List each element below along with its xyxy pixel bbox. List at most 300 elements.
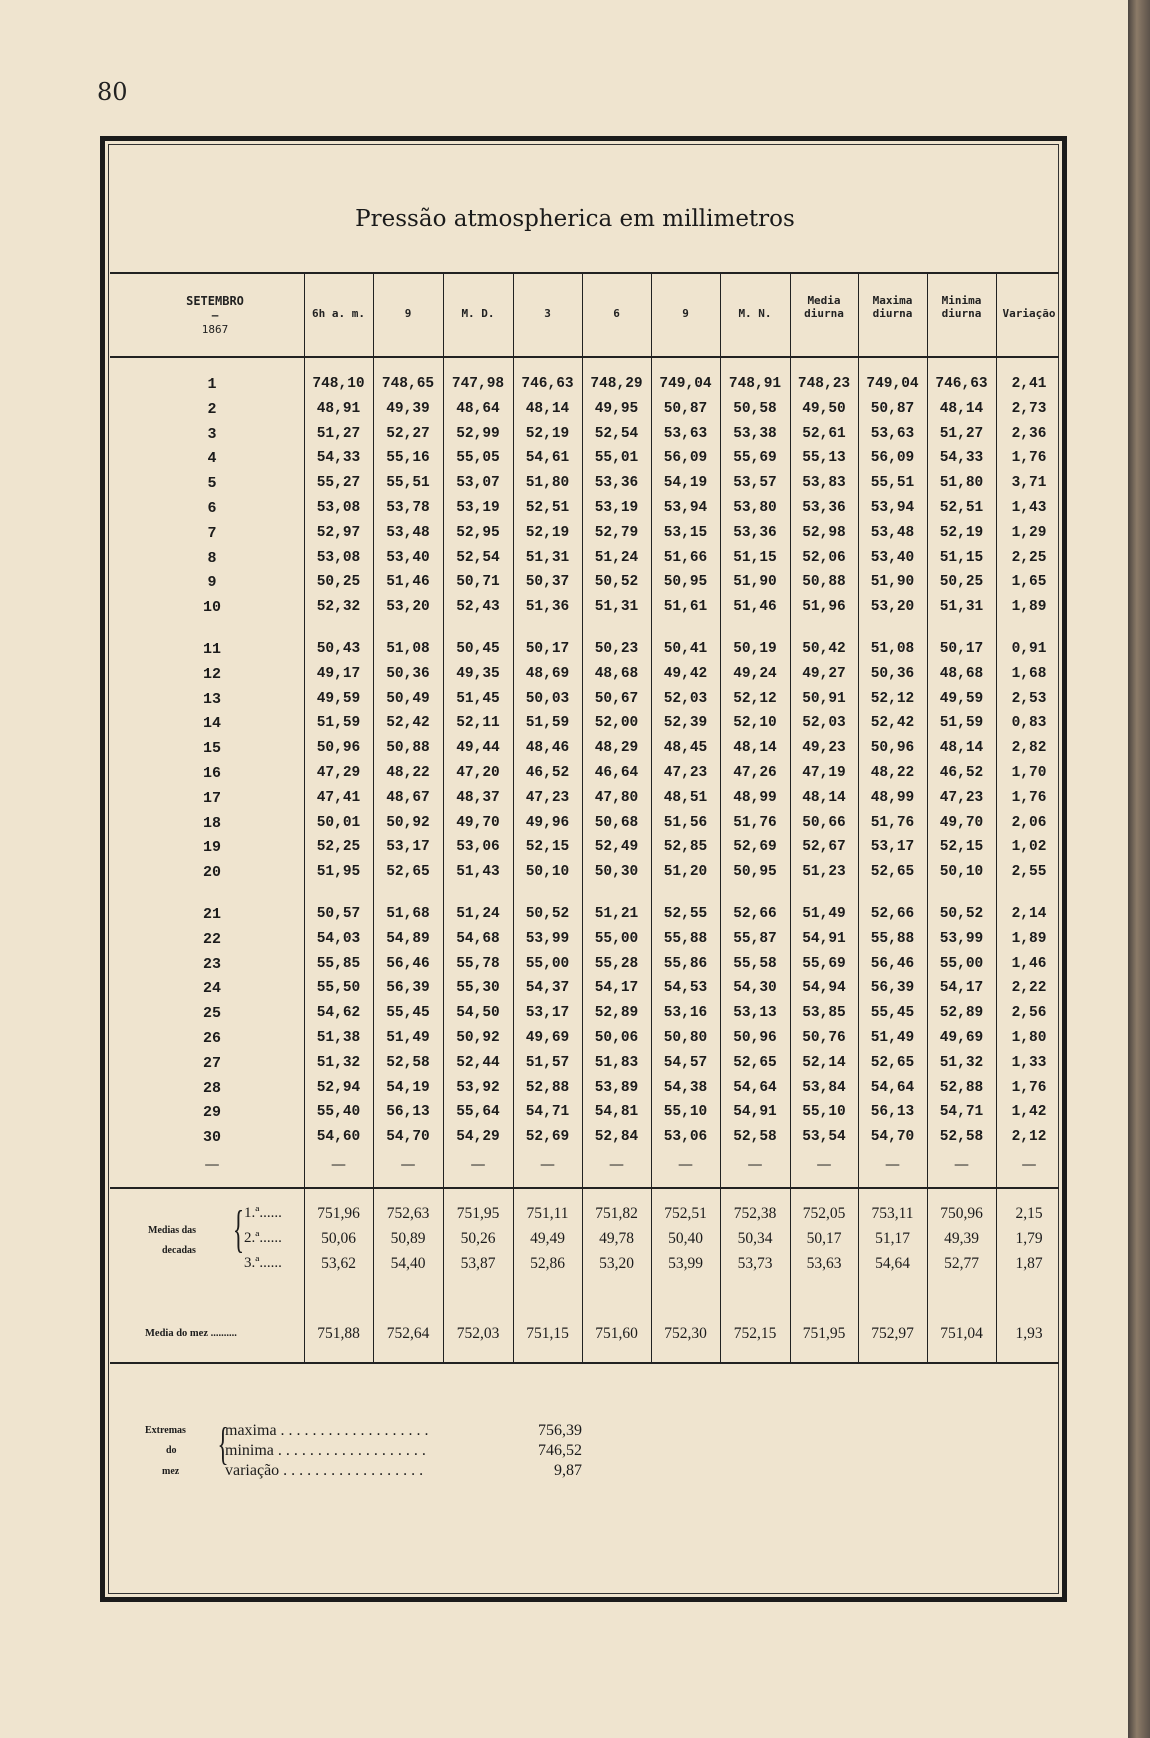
data-cell: 1,76 <box>1011 1079 1047 1096</box>
column-header: 3 <box>544 307 551 320</box>
data-cell: 50,52 <box>939 906 984 922</box>
rule-header-bottom <box>110 356 1059 358</box>
data-cell: 50,96 <box>733 1030 777 1046</box>
data-cell: 52,44 <box>456 1054 500 1071</box>
column-header <box>790 294 858 320</box>
data-cell: 2,82 <box>1011 740 1047 757</box>
column-header: 6h a. m. <box>312 307 365 320</box>
data-cell: 54,37 <box>525 980 570 997</box>
data-cell: 52,58 <box>939 1129 984 1146</box>
data-cell: 50,36 <box>386 665 430 682</box>
data-cell: 52,69 <box>733 839 777 856</box>
data-cell: 50,42 <box>802 641 846 657</box>
decade-cell: 51,17 <box>875 1230 910 1247</box>
data-cell: 51,96 <box>802 599 846 616</box>
header-year: 1867 <box>201 323 229 336</box>
data-cell: 50,30 <box>594 864 639 881</box>
data-cell: 50,52 <box>525 906 570 922</box>
data-cell: 51,27 <box>316 425 361 442</box>
column-header: M. D. <box>461 307 495 320</box>
decade-cell: 50,17 <box>806 1230 842 1247</box>
extremes-row-value: 756,39 <box>538 1422 582 1439</box>
data-cell: 49,95 <box>594 400 639 417</box>
dash-cell: — <box>954 1155 969 1173</box>
data-cell: 2,12 <box>1011 1129 1047 1146</box>
data-cell: 56,13 <box>870 1104 915 1121</box>
data-cell: 2,36 <box>1011 425 1047 442</box>
day-number: 26 <box>202 1030 221 1047</box>
decade-cell: 49,78 <box>599 1230 634 1247</box>
data-cell: 52,12 <box>870 690 915 707</box>
data-cell: 48,14 <box>525 400 570 417</box>
day-number: 13 <box>202 690 221 708</box>
data-cell: 1,76 <box>1011 450 1047 467</box>
data-cell: 48,51 <box>663 789 708 806</box>
data-cell: 53,63 <box>663 425 708 442</box>
data-cell: 52,66 <box>733 906 777 922</box>
data-cell: 54,19 <box>663 475 708 492</box>
data-cell: 51,59 <box>939 715 984 732</box>
data-cell: 51,32 <box>316 1054 361 1071</box>
data-cell: 55,88 <box>870 930 915 947</box>
data-cell: 1,46 <box>1011 955 1047 972</box>
data-cell: 55,01 <box>594 450 639 467</box>
extremes-label-3: mez <box>162 1466 180 1477</box>
data-cell: 51,61 <box>663 599 708 616</box>
data-cell: 50,76 <box>802 1030 846 1046</box>
data-cell: 52,19 <box>939 524 984 541</box>
column-header: M. N. <box>738 307 772 320</box>
data-cell: 49,69 <box>525 1030 570 1046</box>
page-edge <box>1128 0 1150 1738</box>
data-cell: 53,16 <box>663 1005 708 1022</box>
data-cell: 748,10 <box>312 376 365 392</box>
data-cell: 55,69 <box>802 955 846 972</box>
decade-label: 1.ª...... <box>244 1205 282 1221</box>
column-header-line: Maxima <box>872 294 913 307</box>
data-cell: 50,87 <box>663 400 708 417</box>
data-cell: 48,46 <box>525 740 570 757</box>
data-cell: 52,65 <box>870 1054 915 1071</box>
data-cell: 52,19 <box>525 425 570 442</box>
data-cell: 1,33 <box>1011 1054 1047 1071</box>
data-cell: 55,00 <box>594 930 639 947</box>
data-cell: 52,89 <box>594 1005 639 1022</box>
data-cell: 52,51 <box>939 500 984 516</box>
data-cell: 2,22 <box>1011 980 1047 997</box>
data-cell: 50,52 <box>594 574 639 591</box>
day-number: 25 <box>202 1005 221 1023</box>
data-cell: 51,15 <box>939 549 984 566</box>
data-cell: 51,80 <box>939 475 984 492</box>
data-cell: 55,87 <box>733 930 777 947</box>
data-cell: 50,10 <box>525 864 570 881</box>
data-cell: 53,19 <box>594 500 639 516</box>
month-mean-cell: 751,88 <box>317 1325 360 1342</box>
day-number: 5 <box>207 475 217 493</box>
day-number: 8 <box>207 549 217 567</box>
data-cell: 51,80 <box>525 475 570 492</box>
data-cell: 51,76 <box>733 814 777 831</box>
data-cell: 53,07 <box>456 475 500 492</box>
data-cell: 50,57 <box>316 906 361 922</box>
data-cell: 50,66 <box>802 814 846 831</box>
day-number: 2 <box>207 400 217 418</box>
data-cell: 55,64 <box>456 1104 500 1121</box>
data-cell: 51,49 <box>386 1030 430 1046</box>
month-mean-cell: 751,95 <box>802 1325 846 1342</box>
data-cell: 53,94 <box>870 500 915 516</box>
data-cell: 50,19 <box>733 641 777 657</box>
dash-cell: — <box>747 1155 763 1173</box>
data-cell: 54,03 <box>316 930 361 947</box>
data-cell: 51,15 <box>733 549 777 566</box>
data-cell: 54,33 <box>316 450 361 467</box>
data-cell: 55,30 <box>456 980 500 997</box>
decade-cell: 751,82 <box>595 1205 638 1222</box>
decade-cell: 750,96 <box>940 1205 983 1222</box>
data-cell: 51,08 <box>870 641 915 657</box>
day-number: 14 <box>202 715 221 733</box>
data-cell: 52,43 <box>456 599 500 616</box>
data-cell: 48,22 <box>870 765 915 781</box>
data-cell: 52,42 <box>386 715 430 732</box>
data-cell: 55,27 <box>316 475 361 492</box>
data-cell: 748,91 <box>728 376 782 392</box>
data-cell: 53,48 <box>870 524 915 541</box>
day-number: 9 <box>207 574 217 592</box>
day-number: 3 <box>207 425 217 443</box>
data-cell: 748,23 <box>797 376 851 392</box>
dash-cell: — <box>400 1155 416 1173</box>
data-cell: 52,69 <box>525 1129 570 1146</box>
extremes-row-value: 9,87 <box>554 1462 582 1479</box>
data-cell: 52,99 <box>456 425 500 442</box>
decades-label-1: Medias das <box>148 1225 197 1236</box>
data-cell: 48,14 <box>939 740 984 757</box>
data-cell: 55,45 <box>870 1005 915 1022</box>
rule-decades-top <box>110 1187 1059 1189</box>
data-cell: 1,89 <box>1011 930 1047 947</box>
data-cell: 50,71 <box>456 574 500 591</box>
data-cell: 56,39 <box>870 980 915 997</box>
data-cell: 49,27 <box>802 665 846 682</box>
data-cell: 52,39 <box>663 715 708 732</box>
data-cell: 50,91 <box>802 690 846 707</box>
data-cell: 55,78 <box>456 955 500 972</box>
decade-cell: 1,79 <box>1015 1230 1043 1247</box>
data-cell: 51,95 <box>316 864 361 881</box>
data-cell: 53,48 <box>386 524 430 541</box>
table-title: Pressão atmospherica em millimetros <box>355 206 795 232</box>
data-cell: 52,89 <box>939 1005 984 1022</box>
data-cell: 47,20 <box>456 765 500 781</box>
data-cell: 55,05 <box>456 450 500 467</box>
dash-cell: — <box>204 1155 220 1173</box>
data-cell: 52,00 <box>594 715 639 732</box>
decade-cell: 53,62 <box>321 1255 356 1272</box>
month-mean-cell: 751,60 <box>595 1325 638 1342</box>
data-cell: 46,52 <box>525 765 570 781</box>
data-cell: 746,63 <box>521 376 574 392</box>
data-cell: 50,49 <box>386 690 430 707</box>
decade-label: 2.ª...... <box>244 1230 282 1246</box>
data-cell: 51,31 <box>525 549 570 566</box>
data-cell: 51,43 <box>456 864 500 881</box>
data-cell: 56,09 <box>663 450 708 467</box>
data-cell: 55,40 <box>316 1104 361 1121</box>
day-number: 7 <box>207 524 217 542</box>
data-cell: 52,32 <box>316 599 361 616</box>
data-cell: 52,65 <box>870 864 915 881</box>
data-cell: 47,23 <box>525 789 570 806</box>
data-cell: 1,42 <box>1011 1104 1047 1121</box>
data-cell: 52,95 <box>456 524 500 541</box>
data-cell: 52,12 <box>733 690 777 707</box>
data-cell: 53,08 <box>316 549 361 566</box>
data-cell: 49,39 <box>386 400 430 417</box>
day-number: 1 <box>207 376 217 393</box>
data-cell: 51,31 <box>594 599 639 616</box>
data-cell: 52,54 <box>594 425 639 442</box>
data-cell: 52,58 <box>386 1054 430 1071</box>
data-cell: 47,80 <box>594 789 639 806</box>
data-cell: 2,25 <box>1011 549 1047 566</box>
data-cell: 53,17 <box>870 839 915 856</box>
data-cell: 52,67 <box>802 839 846 856</box>
data-cell: 52,58 <box>733 1129 777 1146</box>
data-cell: 50,23 <box>594 641 639 657</box>
data-cell: 51,56 <box>663 814 708 831</box>
data-cell: 50,17 <box>525 641 570 657</box>
data-cell: 53,83 <box>802 475 846 492</box>
decade-cell: 753,11 <box>871 1205 914 1222</box>
data-cell: 52,03 <box>802 715 846 732</box>
extremes-row-label: minima . . . . . . . . . . . . . . . . . . . <box>225 1442 426 1459</box>
data-cell: 54,29 <box>456 1129 500 1146</box>
data-cell: 49,24 <box>733 665 777 682</box>
data-cell: 50,17 <box>939 641 984 657</box>
data-cell: 52,61 <box>802 425 846 442</box>
data-cell: 2,53 <box>1011 690 1047 707</box>
data-cell: 748,29 <box>590 376 643 392</box>
decade-cell: 752,05 <box>802 1205 846 1222</box>
data-cell: 48,22 <box>386 765 430 781</box>
data-cell: 50,95 <box>733 864 777 881</box>
day-number: 12 <box>202 665 221 683</box>
day-number: 16 <box>202 765 221 782</box>
data-cell: 48,68 <box>939 665 984 682</box>
data-cell: 50,67 <box>594 690 639 707</box>
data-cell: 53,08 <box>316 500 361 516</box>
data-cell: 55,28 <box>594 955 639 972</box>
data-cell: 49,70 <box>456 814 500 831</box>
data-cell: 51,59 <box>316 715 361 732</box>
data-cell: 48,37 <box>456 789 500 806</box>
data-cell: 51,49 <box>802 906 846 922</box>
data-cell: 50,58 <box>733 400 777 417</box>
dash-cell: — <box>331 1155 346 1173</box>
data-cell: 52,84 <box>594 1129 639 1146</box>
data-cell: 51,24 <box>456 906 500 922</box>
column-header-line: diurna <box>804 307 844 320</box>
data-cell: 52,19 <box>525 524 570 541</box>
day-number: 20 <box>202 864 221 882</box>
data-cell: 52,10 <box>733 715 777 732</box>
day-number: 28 <box>202 1079 221 1097</box>
data-cell: 52,51 <box>525 500 570 516</box>
data-cell: 55,85 <box>316 955 361 972</box>
data-cell: 50,92 <box>386 814 430 831</box>
month-mean-cell: 1,93 <box>1015 1325 1043 1342</box>
column-header-line: diurna <box>941 307 982 320</box>
data-cell: 3,71 <box>1011 475 1047 492</box>
data-cell: 48,45 <box>663 740 708 757</box>
data-cell: 50,10 <box>939 864 984 881</box>
data-cell: 53,06 <box>663 1129 708 1146</box>
data-cell: 1,68 <box>1011 665 1047 682</box>
data-cell: 1,43 <box>1011 500 1047 516</box>
decade-cell: 1,87 <box>1015 1255 1043 1272</box>
extremes-row-value: 746,52 <box>538 1442 582 1459</box>
column-header-line: Media <box>807 294 841 307</box>
column-header: 6 <box>613 307 620 320</box>
data-cell: 54,53 <box>663 980 708 997</box>
data-cell: 48,14 <box>733 740 777 757</box>
data-cell: 53,36 <box>733 524 777 541</box>
day-number: 27 <box>202 1054 221 1072</box>
data-cell: 46,64 <box>594 765 639 781</box>
data-cell: 0,83 <box>1011 715 1047 732</box>
day-number: 22 <box>202 930 221 948</box>
data-cell: 53,20 <box>870 599 915 616</box>
data-cell: 48,69 <box>525 665 570 682</box>
data-cell: 54,81 <box>594 1104 639 1121</box>
data-cell: 53,19 <box>456 500 500 516</box>
data-cell: 51,66 <box>663 549 708 566</box>
data-cell: 56,13 <box>386 1104 430 1121</box>
data-cell: 47,23 <box>663 765 708 781</box>
data-cell: 51,90 <box>870 574 915 591</box>
data-cell: 52,49 <box>594 839 639 856</box>
data-cell: 51,76 <box>870 814 915 831</box>
data-cell: 50,87 <box>870 400 915 417</box>
dash-cell: — <box>540 1155 555 1173</box>
data-cell: 53,17 <box>386 839 430 856</box>
data-cell: 48,91 <box>316 400 361 417</box>
data-cell: 53,85 <box>802 1005 846 1022</box>
data-cell: 55,10 <box>663 1104 708 1121</box>
data-cell: 50,45 <box>456 641 500 657</box>
data-cell: 54,71 <box>939 1104 984 1121</box>
data-cell: 55,88 <box>663 930 708 947</box>
data-cell: 52,65 <box>733 1054 777 1071</box>
data-cell: 53,99 <box>939 930 984 947</box>
decade-cell: 53,63 <box>806 1255 842 1272</box>
data-cell: 749,04 <box>659 376 712 392</box>
decade-cell: 49,39 <box>944 1230 979 1247</box>
data-cell: 53,17 <box>525 1005 570 1022</box>
data-cell: 52,06 <box>802 549 846 566</box>
data-cell: 48,29 <box>594 740 639 757</box>
data-cell: 47,26 <box>733 765 777 781</box>
extremes-label-1: Extremas <box>145 1425 186 1436</box>
data-cell: 53,89 <box>594 1079 639 1096</box>
data-cell: 55,00 <box>525 955 570 972</box>
rule-month-mean-bottom <box>110 1362 1059 1364</box>
data-cell: 48,99 <box>733 789 777 806</box>
data-cell: 53,36 <box>802 500 846 516</box>
data-cell: 1,29 <box>1011 524 1047 541</box>
data-cell: 52,65 <box>386 864 430 881</box>
month-mean-cell: 752,64 <box>386 1325 430 1342</box>
data-cell: 54,89 <box>386 930 430 947</box>
data-cell: 49,44 <box>456 740 500 757</box>
decade-cell: 751,11 <box>526 1205 569 1222</box>
data-cell: 55,86 <box>663 955 708 972</box>
day-number: 18 <box>202 814 221 832</box>
data-cell: 1,70 <box>1011 765 1047 781</box>
data-cell: 55,58 <box>733 955 777 972</box>
decade-cell: 54,40 <box>390 1255 426 1272</box>
data-cell: 53,06 <box>456 839 500 856</box>
day-number: 29 <box>202 1104 221 1122</box>
data-cell: 48,68 <box>594 665 639 682</box>
data-cell: 50,06 <box>594 1030 639 1046</box>
decade-cell: 752,38 <box>733 1205 777 1222</box>
day-number: 6 <box>207 500 217 517</box>
extremes-row-label: variação . . . . . . . . . . . . . . . . . . <box>225 1462 424 1479</box>
day-number: 4 <box>207 450 217 468</box>
data-cell: 51,49 <box>870 1030 915 1046</box>
data-cell: 51,90 <box>733 574 777 591</box>
data-cell: 2,73 <box>1011 400 1047 417</box>
rule-header-top <box>110 272 1059 274</box>
dash-cell: — <box>1021 1155 1037 1173</box>
data-cell: 55,13 <box>802 450 846 467</box>
data-cell: 55,16 <box>386 450 430 467</box>
data-cell: 51,27 <box>939 425 984 442</box>
data-cell: 48,14 <box>939 400 984 417</box>
data-cell: 54,70 <box>386 1129 430 1146</box>
month-mean-cell: 752,03 <box>456 1325 500 1342</box>
data-cell: 50,25 <box>939 574 984 591</box>
data-cell: 52,15 <box>525 839 570 856</box>
column-header: 9 <box>404 307 412 320</box>
data-cell: 53,40 <box>870 549 915 566</box>
data-cell: 54,61 <box>525 450 570 467</box>
column-header: 9 <box>682 307 689 320</box>
data-cell: 46,52 <box>939 765 984 781</box>
decade-cell: 2,15 <box>1015 1205 1043 1222</box>
data-cell: 53,99 <box>525 930 570 947</box>
data-cell: 53,38 <box>733 425 777 442</box>
data-cell: 53,78 <box>386 500 430 516</box>
data-cell: 54,70 <box>870 1129 915 1146</box>
data-cell: 1,76 <box>1011 789 1047 806</box>
data-cell: 1,02 <box>1011 839 1047 856</box>
dash-cell: — <box>609 1155 624 1173</box>
data-cell: 51,31 <box>939 599 984 616</box>
data-cell: 55,10 <box>802 1104 846 1121</box>
data-cell: 53,15 <box>663 524 708 541</box>
data-cell: 54,94 <box>802 980 846 997</box>
decades-brace: { <box>232 1201 245 1258</box>
data-cell: 54,19 <box>386 1079 430 1096</box>
data-cell: 51,45 <box>456 690 500 707</box>
decade-cell: 50,89 <box>390 1230 426 1247</box>
decade-cell: 53,87 <box>460 1255 496 1272</box>
